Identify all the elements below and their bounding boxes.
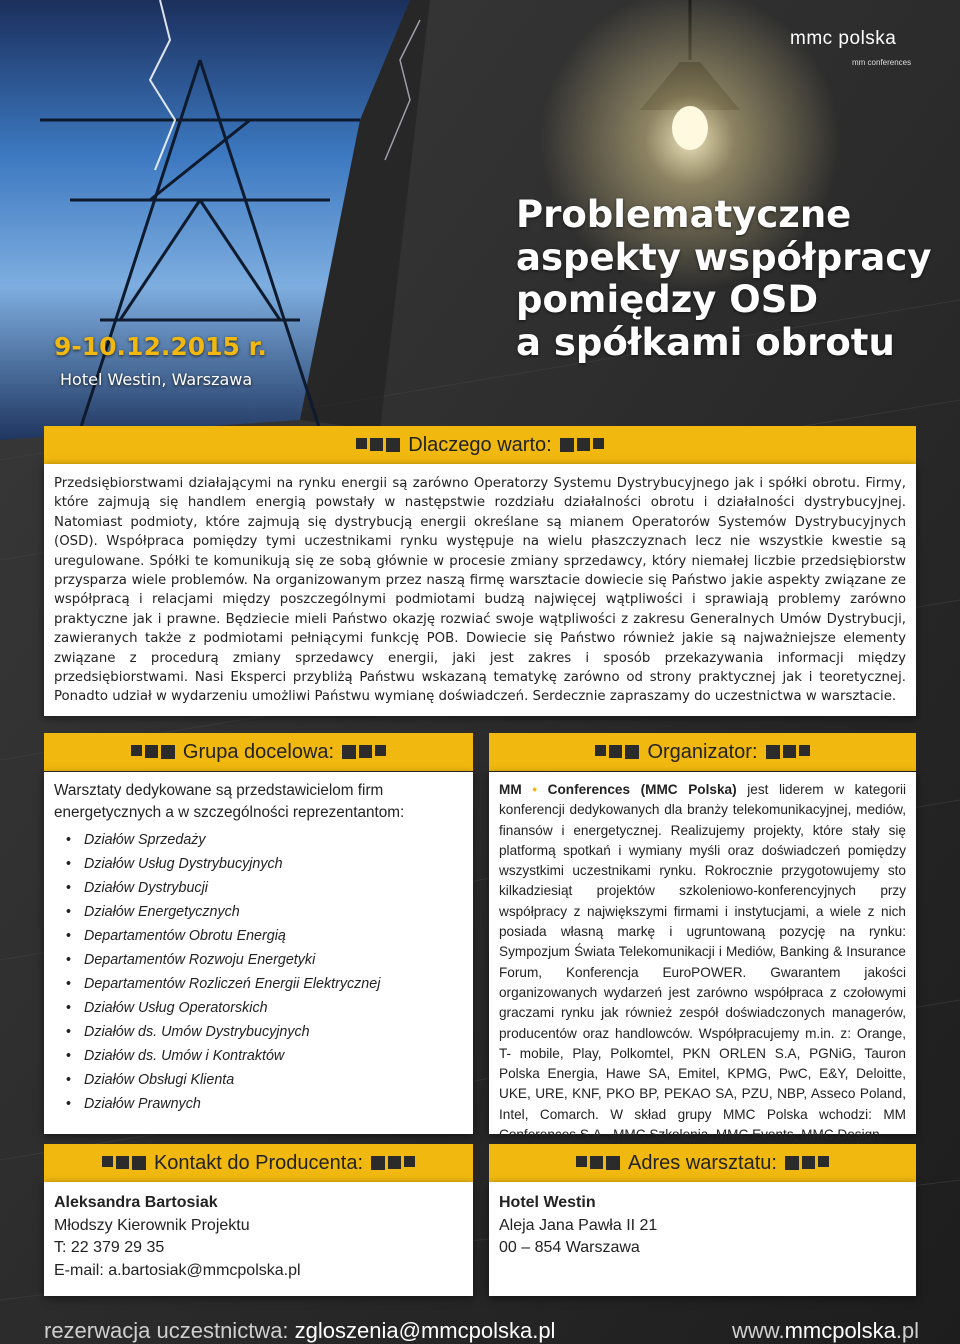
event-place: Hotel Westin, Warszawa bbox=[60, 370, 253, 389]
address-header bbox=[489, 1144, 916, 1182]
list-item: • Działów Usług Dystrybucyjnych bbox=[84, 852, 473, 876]
logo-subtext: mm conferences bbox=[852, 58, 912, 67]
footer-website[interactable] bbox=[732, 1318, 919, 1344]
organizer-brand-dot: • bbox=[532, 782, 538, 797]
address-venue: Hotel Westin bbox=[499, 1194, 596, 1211]
title-line: pomiędzy OSD bbox=[516, 278, 819, 321]
event-date: 9-10.12.2015 r. bbox=[54, 332, 267, 361]
target-section bbox=[44, 772, 473, 1134]
list-item: • Departamentów Rozwoju Energetyki bbox=[84, 948, 473, 972]
decor-squares-left bbox=[576, 1156, 620, 1170]
decor-squares-left bbox=[356, 438, 400, 452]
organizer-text bbox=[499, 780, 906, 1145]
title-line: a spółkami obrotu bbox=[516, 320, 895, 364]
organizer-brand-b: Conferences (MMC Polska) bbox=[547, 782, 737, 797]
why-heading: Dlaczego warto: bbox=[408, 433, 552, 456]
decor-squares-right bbox=[371, 1156, 415, 1170]
list-item: • Działów ds. Umów i Kontraktów bbox=[84, 1044, 473, 1068]
title-line: aspekty współpracy bbox=[516, 235, 932, 279]
address-city: 00 – 854 Warszawa bbox=[499, 1239, 640, 1256]
footer-reservation bbox=[44, 1318, 555, 1344]
footer-web-domain: mmcpolska bbox=[784, 1318, 896, 1343]
logo-text: mmc polska bbox=[790, 28, 897, 49]
address-street: Aleja Jana Pawła II 21 bbox=[499, 1216, 658, 1234]
decor-squares-left bbox=[595, 745, 639, 759]
why-text: Przedsiębiorstwami działającymi na rynku energii są zarówno Operatorzy Systemu Dystrybucyjnego jak i spółki obrotu. Firmy, które zajmują się handlem energią powstały w następstwie rozdziału działalności obrotu i działalności dystrybucyjnej. Natomiast podmioty, które zajmują się dystrybucją energii określane są mianem Operatorów Systemów Dystrybucyjnych (OSD). Współpraca pomiędzy tymi uczestnikami rynku występuje na wielu płaszczyznach lecz nie wszystkie kwestie są uregulowane. Spółki te komunikują się ze sobą głównie w procesie zmiany sprzedawcy, który niemałej liczbie przedsiębiorstw przysparza wiele problemów. Na organizowanym przez naszą firmę warsztacie dowiecie się Państwo jakie aspekty związane ze współpracą i relacjami między poszczególnymi podmiotami budzą najwięcej wątpliwości i sprawiają problemy zarówno praktyczne jak i prawne. Będziecie mieli Państwo okazję rozwiać swoje wątpliwości z zakresu Generalnych Umów Dystrybucji, zawieranych także z podmiotami pełniącymi funkcję POB. Dowiecie się Państwo również jakie są najważniejsze elementy związane z procedurą zmiany sprzedawcy energii, jaki jest zakres i sposób przekazywania informacji między przedsiębiorstwami. Nasi Eksperci przybliżą Państwu wskazaną tematykę zarówno od strony praktycznej jak i teoretycznej. Ponadto udział w wydarzeniu umożliwi Państwu wymianę doświadczeń. Serdecznie zapraszamy do uczestnictwa w warsztacie. bbox=[54, 476, 906, 705]
list-item: • Działów Usług Operatorskich bbox=[84, 996, 473, 1020]
contact-email[interactable]: E-mail: a.bartosiak@mmcpolska.pl bbox=[54, 1261, 301, 1279]
target-header bbox=[44, 733, 473, 771]
organizer-heading: Organizator: bbox=[647, 740, 758, 763]
footer-label: rezerwacja uczestnictwa: bbox=[44, 1318, 289, 1343]
footer-email[interactable]: zgloszenia@mmcpolska.pl bbox=[294, 1318, 556, 1343]
list-item: • Departamentów Obrotu Energią bbox=[84, 924, 473, 948]
decor-squares-right bbox=[785, 1156, 829, 1170]
page-title bbox=[516, 194, 931, 364]
contact-role: Młodszy Kierownik Projektu bbox=[54, 1216, 250, 1234]
decor-squares-right bbox=[560, 438, 604, 452]
organizer-body: jest liderem w kategorii konferencji dedykowanych dla branży telekomunikacyjnej, mediów, finansów i energetycznej. Realizujemy projekty, które stały się platformą spotkań i wymiany myśli oraz doświadczeń pomiędzy wszystkimi uczestnikami rynku. Rokrocznie przygotowujemy sto kilkadziesiąt projektów szkoleniowo-konferencyjnych przy współpracy z największymi firmami i instytucjami, a wiele z nich posiada własną markę i ugruntowaną pozycję na rynku: Sympozjum Świata Telekomunikacji i Mediów, Banking & Insurance Forum, Konferencja EuroPOWER. Gwarantem jakości organizowanych wydarzeń jest zarówno współpraca z czołowymi graczami rynku jak również zespół doświadczonych managerów, producentów oraz handlowców. Współpracujemy m.in. z: Orange, T- mobile, Play, Polkomtel, PKN ORLEN S.A, PGNiG, Tauron Polska Energia, Hawe SA, Emitel, KPMG, PwC, E&Y, Deloitte, UKE, URE, KNF, PKO BP, PEKAO SA, PZU, NBP, Asseco Poland, Intel, Comarch. W skład grupy MMC Polska wchodzi: MM Conferences S.A., MMC Szkolenia, MMC Events, MMC Design. bbox=[499, 782, 907, 1143]
contact-phone: T: 22 379 29 35 bbox=[54, 1239, 165, 1256]
organizer-header bbox=[489, 733, 916, 771]
list-item: • Działów Energetycznych bbox=[84, 900, 473, 924]
target-heading: Grupa docelowa: bbox=[182, 740, 335, 763]
list-item: • Działów ds. Umów Dystrybucyjnych bbox=[84, 1020, 473, 1044]
organizer-brand-a: MM bbox=[499, 782, 522, 797]
footer-web-suffix: .pl bbox=[895, 1318, 920, 1343]
list-item: • Działów Obsługi Klienta bbox=[84, 1068, 473, 1092]
contact-section bbox=[44, 1182, 473, 1296]
contact-header bbox=[44, 1144, 473, 1182]
footer-web-prefix: www. bbox=[732, 1318, 785, 1343]
decor-squares-left bbox=[131, 745, 175, 759]
decor-squares-right bbox=[342, 745, 386, 759]
why-header bbox=[44, 426, 916, 464]
target-intro: Warsztaty dedykowane są przedstawicielom firm energetycznych a w szczególności reprezentantom: bbox=[54, 782, 405, 821]
organizer-section bbox=[489, 772, 916, 1143]
decor-squares-right bbox=[766, 745, 810, 759]
decor-squares-left bbox=[102, 1156, 146, 1170]
address-section bbox=[489, 1182, 916, 1296]
list-item: • Działów Dystrybucji bbox=[84, 876, 473, 900]
list-item: • Działów Sprzedaży bbox=[84, 828, 473, 852]
address-heading: Adres warsztatu: bbox=[628, 1151, 777, 1174]
contact-heading: Kontakt do Producenta: bbox=[153, 1151, 364, 1174]
list-item: • Działów Prawnych bbox=[84, 1092, 473, 1116]
contact-name: Aleksandra Bartosiak bbox=[54, 1194, 218, 1211]
title-line: Problematyczne bbox=[516, 193, 852, 236]
target-list bbox=[44, 828, 473, 1116]
mmc-polska-logo bbox=[790, 28, 930, 76]
why-section bbox=[44, 464, 916, 716]
list-item: • Departamentów Rozliczeń Energii Elektrycznej bbox=[84, 972, 473, 996]
